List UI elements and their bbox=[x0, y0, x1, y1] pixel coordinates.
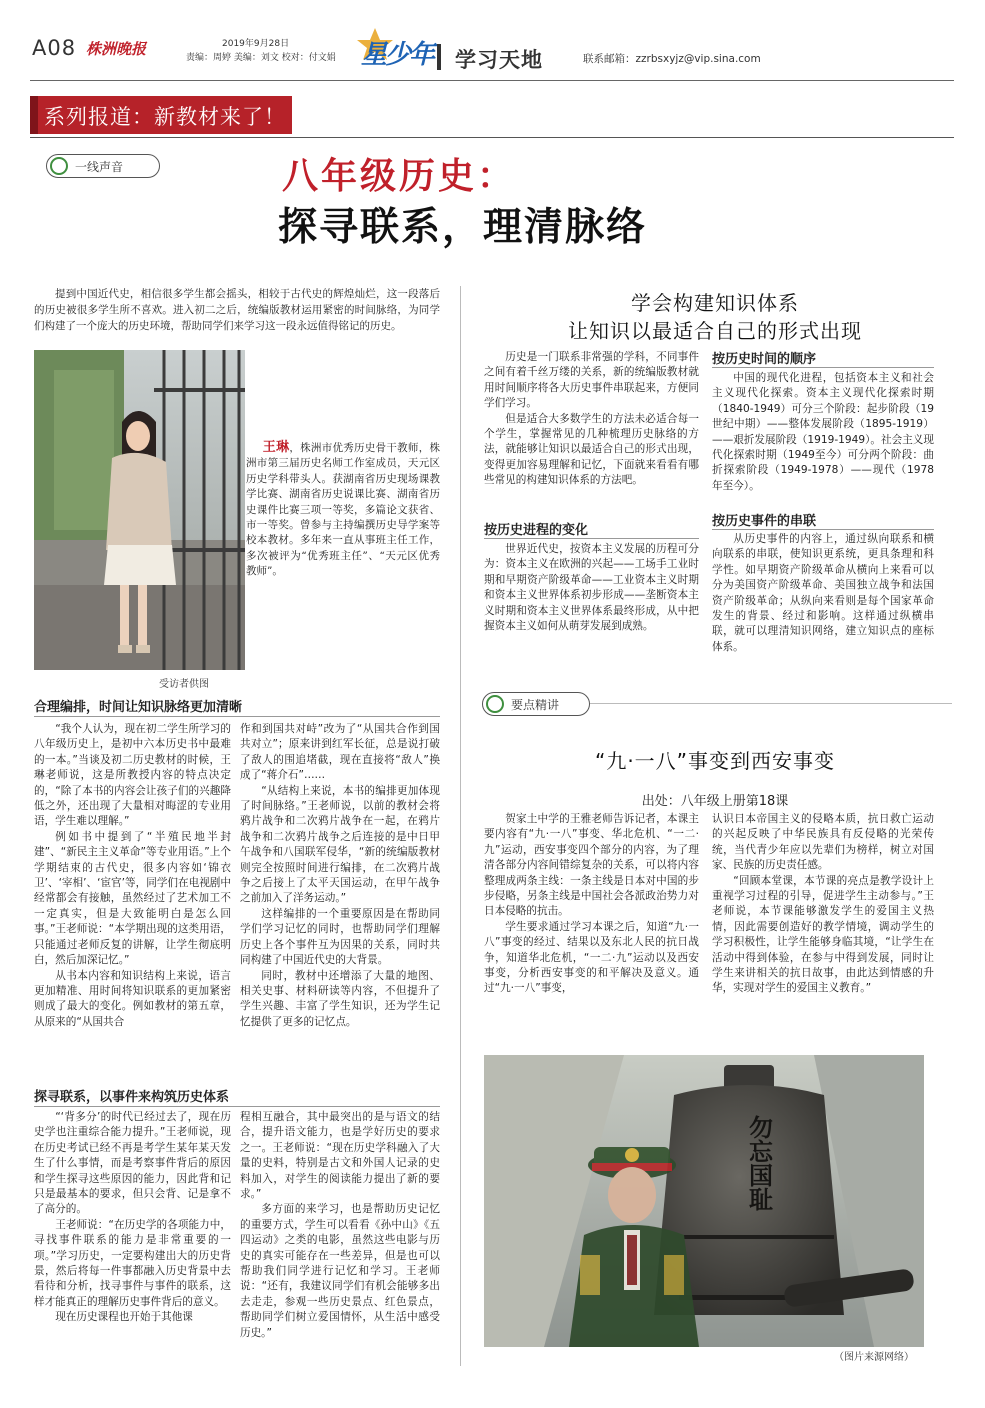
tag-label: 要点精讲 bbox=[511, 698, 560, 712]
subhead-events-rule bbox=[712, 529, 934, 530]
teacher-portrait-image bbox=[34, 350, 245, 670]
lesson-col-a bbox=[484, 812, 699, 997]
portrait-credit: 受访者供图 bbox=[159, 679, 209, 690]
s2c1-p1: “‘背多分’的时代已经过去了，现在历史学也注重综合能力提升。”王老师说，现在历史考试已经不再是考学生某年某天发生了什么事情，而是考察事件背后的原因和学生探寻这些原因的能力，因此背和记只是最基本的要求，但只会背、记是拿不了高分的。 bbox=[34, 1111, 231, 1216]
headline-line1: 八年级历史： bbox=[282, 156, 517, 197]
s1c2-p4: 同时，教材中还增添了大量的地图、相关史事、材料研读等内容，不但提升了学生兴趣、丰富了学生知识，还为学生记忆提供了更多的记忆点。 bbox=[240, 969, 440, 1028]
bio-text: ，株洲市优秀历史骨干教师，株洲市第三届历史名师工作室成员，天元区历史学科带头人。获湖南省历史现场课教学比赛、湖南省历史说课比赛、湖南省历史课件比赛三项一等奖，多篇论文获省、市一等奖。曾参与主持编撰历史导学案等校本教材。多年来一直从事班主任工作，多次被评为“优秀班主任”、“天元区优秀教师”。 bbox=[246, 442, 440, 578]
bio-paragraph bbox=[246, 440, 440, 580]
page-number: A08 bbox=[32, 36, 77, 60]
kcola2-p1: 世界近代史，按资本主义发展的历程可分为：资本主义在欧洲的兴起——工场手工业时期和早期资产阶级革命——工业资本主义时期和资本主义世界体系初步形成——垄断资本主义时期和资本主义世界体系最终形成，从中把握资本主义如何从萌芽发展到成熟。 bbox=[484, 543, 699, 633]
section1-col1 bbox=[34, 722, 231, 1030]
s2c2-p1: 程相互融合，其中最突出的是与语文的结合，提升语文能力，也是学好历史的要求之一。王老师说：“现在历史学科融入了大量的史料，特别是古文和外国人记录的史料加入，对学生的阅读能力提出了新的要求。” bbox=[240, 1111, 440, 1201]
knowledge-title2: 让知识以最适合自己的形式出现 bbox=[568, 319, 862, 343]
s1c2-p2: “从结构上来说，本书的编排更加体现了时间脉络。”王老师说，以前的教材会将鸦片战争和二次鸦片战争在一起，在鸦片战争和二次鸦片战争之后连接的是中日甲午战争和八国联军侵华，“新的统编版教材则完全按照时间进行编排，在二次鸦片战争之后接上了太平天国运动，在甲午战争之前加入了洋务运动。” bbox=[240, 784, 440, 905]
bell-photo bbox=[484, 1055, 924, 1347]
bio-name: 王琳 bbox=[262, 440, 290, 455]
lesson-col-b bbox=[712, 812, 934, 997]
s2c1-p2: 王老师说：“在历史学的各项能力中，寻找事件联系的能力是非常重要的一项。”学习历史，一定要构建出大的历史背景，然后将每一件事都融入历史背景中去看待和分析，找寻事件与事件的联系，这样才能真正的理解历史事件背后的意义。 bbox=[34, 1218, 231, 1308]
circle-icon bbox=[486, 695, 504, 713]
lcola-p1: 贺家土中学的王雅老师告诉记者，本课主要内容有“九·一八”事变、华北危机、“一二·九”运动，西安事变四个部分的内容，为了理清各部分内容间错综复杂的关系，可以将内容整理成两条主线：一条主线是日本对中国的步步侵略，另条主线是中国社会各派政治势力对日本侵略的抗击。 bbox=[484, 813, 699, 918]
kcola-p2: 但是适合大多数学生的方法未必适合每一个学生，掌握常见的几种梳理历史脉络的方法，就能够让知识以最适合自己的形式出现，变得更加容易理解和记忆，下面就来看看有哪些常见的构建知识体系的方法吧。 bbox=[484, 412, 699, 487]
contact-email: 联系邮箱：zzrbsxyjz@vip.sina.com bbox=[583, 53, 761, 65]
intro-paragraph bbox=[34, 286, 440, 334]
bell-inscription: 勿忘国耻 bbox=[744, 1115, 774, 1211]
paper-name: 株洲晚报 bbox=[86, 40, 147, 58]
s1c2-p1: 作和到国共对峙”改为了“从国共合作到国共对立”；原来讲到红军长征，总是说打破了敌人的围追堵截，现在直接将“敌人”换成了“蒋介石”…… bbox=[240, 723, 440, 782]
kcolb-p1: 中国的现代化进程，包括资本主义和社会主义现代化探索。资本主义现代化探索时期（1840-1949）可分三个阶段：起步阶段（19世纪中期）——整体发展阶段（1895-1919）——艰折发展阶段（1919-1949）。社会主义现代化探索时期（1949至今）可分两个阶段：曲折探索阶段（1949-1978）——现代（1978年至今）。 bbox=[712, 372, 934, 492]
section2-title: 探寻联系，以事件来构筑历史体系 bbox=[34, 1090, 230, 1105]
s2c2-p2: 多方面的来学习，也是帮助历史记忆的重要方式，学生可以看看《孙中山》《五四运动》之类的电影，虽然这些电影与历史的真实可能存在一些差异，但是也可以帮助我们同学进行记忆和学习。王老师说：“还有，我建议同学们有机会能够多出去走走，参观一些历史景点、红色景点，帮助同学们树立爱国情怀，从生活中感受历史。” bbox=[240, 1203, 440, 1339]
lesson-title: “九·一八”事变到西安事变 bbox=[594, 749, 836, 773]
bell-guard-image bbox=[484, 1055, 924, 1347]
section2-rule bbox=[34, 1106, 440, 1107]
section1-title: 合理编排，时间让知识脉络更加清晰 bbox=[34, 700, 243, 715]
lcolb-p2: “回顾本堂课，本节课的亮点是教学设计上重视学习过程的引导，促进学生主动参与。”王老师说，本节课能够激发学生的爱国主义热情，因此需要创造好的教学情境，调动学生的学习积极性，让学生能够身临其境，“让学生在活动中得到体验，在参与中得到发展，同时让学生来讲相关的抗日故事，由此达到情感的升华，实现对学生的爱国主义教育。” bbox=[712, 874, 934, 995]
editor-credits: 责编：周婷 美编：刘文 校对：付文娟 bbox=[186, 53, 336, 63]
kcola-p1: 历史是一门联系非常强的学科，不同事件之间有着千丝万缕的关系，新的统编版教材就用时间顺序将各大历史事件串联起来，方便同学们学习。 bbox=[484, 351, 699, 410]
brand-name: 星少年 bbox=[361, 40, 434, 70]
tag-frontline-voice bbox=[46, 154, 160, 178]
header-rule bbox=[30, 80, 954, 81]
knowledge-title1: 学会构建知识体系 bbox=[631, 291, 799, 315]
subhead-timeline-rule bbox=[712, 367, 934, 368]
key-points-rule bbox=[590, 703, 952, 704]
lesson-source: 出处：八年级上册第18课 bbox=[641, 794, 789, 809]
brand-logo bbox=[355, 26, 435, 74]
section1-col2 bbox=[240, 722, 440, 1030]
intro-text: 提到中国近代史，相信很多学生都会摇头，相较于古代史的辉煌灿烂，这一段落后的历史被很多学生所不喜欢。进入初二之后，统编版教材运用紧密的时间脉络，为同学们构建了一个庞大的历史环境，帮助同学们来学习这一段永远值得铭记的历史。 bbox=[34, 288, 440, 332]
headline-line2: 探寻联系，理清脉络 bbox=[278, 205, 648, 250]
subhead-process-rule bbox=[484, 538, 699, 539]
issue-date: 2019年9月28日 bbox=[222, 39, 290, 49]
kcolb2-p1: 从历史事件的内容上，通过纵向联系和横向联系的串联，使知识更系统，更具条理和科学性。如早期资产阶级革命从横向上来看可以分为美国资产阶级革命、美国独立战争和法国资产阶级革命；从纵向来看则是每个国家革命发生的背景、经过和影响。这样通过纵横串联，就可以理清知识网络，建立知识点的座标体系。 bbox=[712, 533, 934, 653]
s1c1-p1: “我个人认为，现在初二学生所学习的八年级历史上，是初中六本历史书中最难的一本。”当谈及初二历史教材的时候，王琳老师说，这是所教授内容的特点决定的，“除了本书的内容会让孩子们的兴趣降低之外，还出现了大量相对晦涩的专业用语，学生难以理解。” bbox=[34, 723, 231, 828]
s2c1-p3: 现在历史课程也开始于其他课 bbox=[55, 1311, 193, 1324]
portrait-photo bbox=[34, 350, 245, 670]
section-name: 学习天地 bbox=[455, 48, 543, 72]
lcola-p2: 学生要求通过学习本课之后，知道“九·一八”事变的经过、结果以及东北人民的抗日战争，知道华北危机，“一二·九”运动以及西安事变，分析西安事变的和平解决及意义。通过“九·一八”事变， bbox=[484, 920, 699, 995]
tag-key-points bbox=[482, 692, 590, 716]
knowledge-col-a2 bbox=[484, 542, 699, 634]
circle-icon bbox=[50, 157, 68, 175]
lcolb-p1: 认识日本帝国主义的侵略本质，抗日救亡运动的兴起反映了中华民族具有反侵略的光荣传统，当代青少年应以先辈们为榜样，树立对国家、民族的历史责任感。 bbox=[712, 813, 934, 872]
tag-label: 一线声音 bbox=[75, 160, 124, 174]
subhead-process: 按历史进程的变化 bbox=[484, 523, 589, 538]
subhead-timeline: 按历史时间的顺序 bbox=[712, 352, 817, 367]
s1c1-p3: 从书本内容和知识结构上来说，语言更加精准、用时间将知识联系的更加紧密则成了最大的变化。例如教材的第五章，从原来的“从国共合 bbox=[34, 969, 231, 1028]
subhead-events: 按历史事件的串联 bbox=[712, 514, 817, 529]
section2-col2 bbox=[240, 1110, 440, 1341]
s1c2-p3: 这样编排的一个重要原因是在帮助同学们学习记忆的同时，也帮助同学们理解历史上各个事件互为因果的关系，同时共同构建了中国近代史的大背景。 bbox=[240, 907, 440, 967]
s1c1-p2: 例如书中提到了“半殖民地半封建”、“新民主主义革命”等专业用语。”上个学期结束的古代史，很多内容如‘锦衣卫’、‘宰相’、‘宦官’等，同学们在电视剧中经常都会有接触，虽然经过了艺术加工不一定真实，但是大致能明白是怎么回事。”王老师说：“本学期出现的这类用语，只能通过老师反复的讲解，让学生彻底明白，然后加深记忆。” bbox=[34, 830, 231, 967]
header-divider bbox=[437, 44, 441, 70]
knowledge-col-a bbox=[484, 350, 699, 489]
series-banner-edge bbox=[30, 96, 38, 134]
knowledge-col-b2 bbox=[712, 532, 934, 655]
series-banner-text: 系列报道：新教材来了！ bbox=[44, 105, 286, 129]
teacher-bio bbox=[246, 440, 440, 580]
section2-col1 bbox=[34, 1110, 231, 1326]
section1-rule bbox=[34, 716, 440, 717]
column-divider bbox=[460, 286, 461, 1366]
banner-rule bbox=[30, 137, 954, 138]
knowledge-col-b bbox=[712, 371, 934, 494]
bell-photo-credit: （图片来源网络） bbox=[834, 1352, 914, 1363]
